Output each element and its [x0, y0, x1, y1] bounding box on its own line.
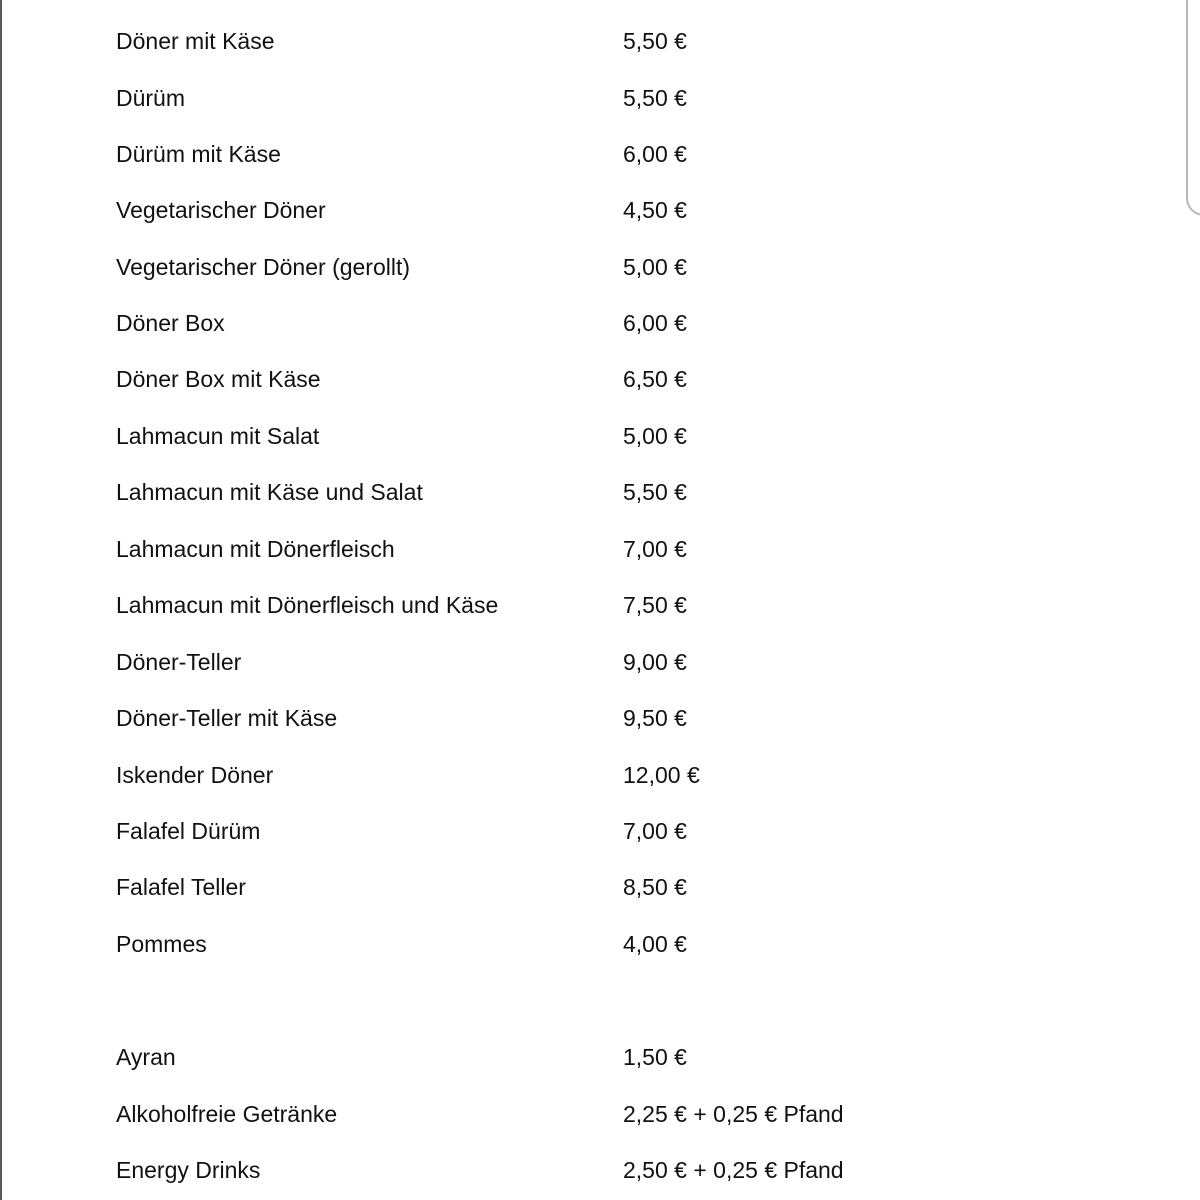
item-name: Döner mit Käse: [116, 28, 275, 54]
menu-item: [0, 867, 1200, 907]
item-price: 12,00 €: [623, 762, 700, 788]
item-price: 5,00 €: [623, 423, 687, 449]
item-price: 7,00 €: [623, 818, 687, 844]
menu-item: [0, 190, 1200, 230]
menu-item: [0, 1094, 1200, 1134]
menu-item: [0, 755, 1200, 795]
item-price: 2,50 € + 0,25 € Pfand: [623, 1157, 844, 1183]
item-name: Lahmacun mit Dönerfleisch: [116, 536, 395, 562]
item-price: 9,00 €: [623, 649, 687, 675]
item-price: 8,50 €: [623, 874, 687, 900]
item-name: Döner Box mit Käse: [116, 366, 321, 392]
item-name: Vegetarischer Döner: [116, 197, 326, 223]
menu-item: [0, 1037, 1200, 1077]
item-price: 5,50 €: [623, 28, 687, 54]
menu-item: [0, 585, 1200, 625]
item-name: Ayran: [116, 1044, 176, 1070]
item-price: 1,50 €: [623, 1044, 687, 1070]
item-price: 7,00 €: [623, 536, 687, 562]
menu-item: [0, 78, 1200, 118]
item-name: Lahmacun mit Käse und Salat: [116, 479, 423, 505]
item-price: 6,50 €: [623, 366, 687, 392]
item-price: 4,00 €: [623, 931, 687, 957]
item-price: 6,00 €: [623, 141, 687, 167]
item-name: Döner-Teller: [116, 649, 242, 675]
item-name: Vegetarischer Döner (gerollt): [116, 254, 411, 280]
item-name: Energy Drinks: [116, 1157, 261, 1183]
item-price: 5,50 €: [623, 479, 687, 505]
item-name: Falafel Teller: [116, 874, 246, 900]
item-price: 5,00 €: [623, 254, 687, 280]
menu-item: [0, 529, 1200, 569]
item-price: 4,50 €: [623, 197, 687, 223]
item-price: 2,25 € + 0,25 € Pfand: [623, 1101, 844, 1127]
menu-item: [0, 247, 1200, 287]
menu-item: [0, 811, 1200, 851]
item-name: Döner Box: [116, 310, 225, 336]
item-price: 9,50 €: [623, 705, 687, 731]
menu-item: [0, 21, 1200, 61]
item-price: 6,00 €: [623, 310, 687, 336]
item-name: Dürüm mit Käse: [116, 141, 281, 167]
menu-item: [0, 924, 1200, 964]
item-name: Iskender Döner: [116, 762, 274, 788]
menu-item: [0, 416, 1200, 456]
item-name: Lahmacun mit Salat: [116, 423, 320, 449]
item-name: Döner-Teller mit Käse: [116, 705, 338, 731]
menu-item: [0, 134, 1200, 174]
menu-item: [0, 303, 1200, 343]
item-name: Lahmacun mit Dönerfleisch und Käse: [116, 592, 499, 618]
item-name: Alkoholfreie Getränke: [116, 1101, 338, 1127]
menu-item: [0, 1150, 1200, 1190]
item-price: 7,50 €: [623, 592, 687, 618]
menu-item: [0, 472, 1200, 512]
item-name: Falafel Dürüm: [116, 818, 261, 844]
menu-item: [0, 698, 1200, 738]
menu-item: [0, 642, 1200, 682]
item-name: Dürüm: [116, 85, 186, 111]
item-name: Pommes: [116, 931, 207, 957]
item-price: 5,50 €: [623, 85, 687, 111]
menu-item: [0, 359, 1200, 399]
